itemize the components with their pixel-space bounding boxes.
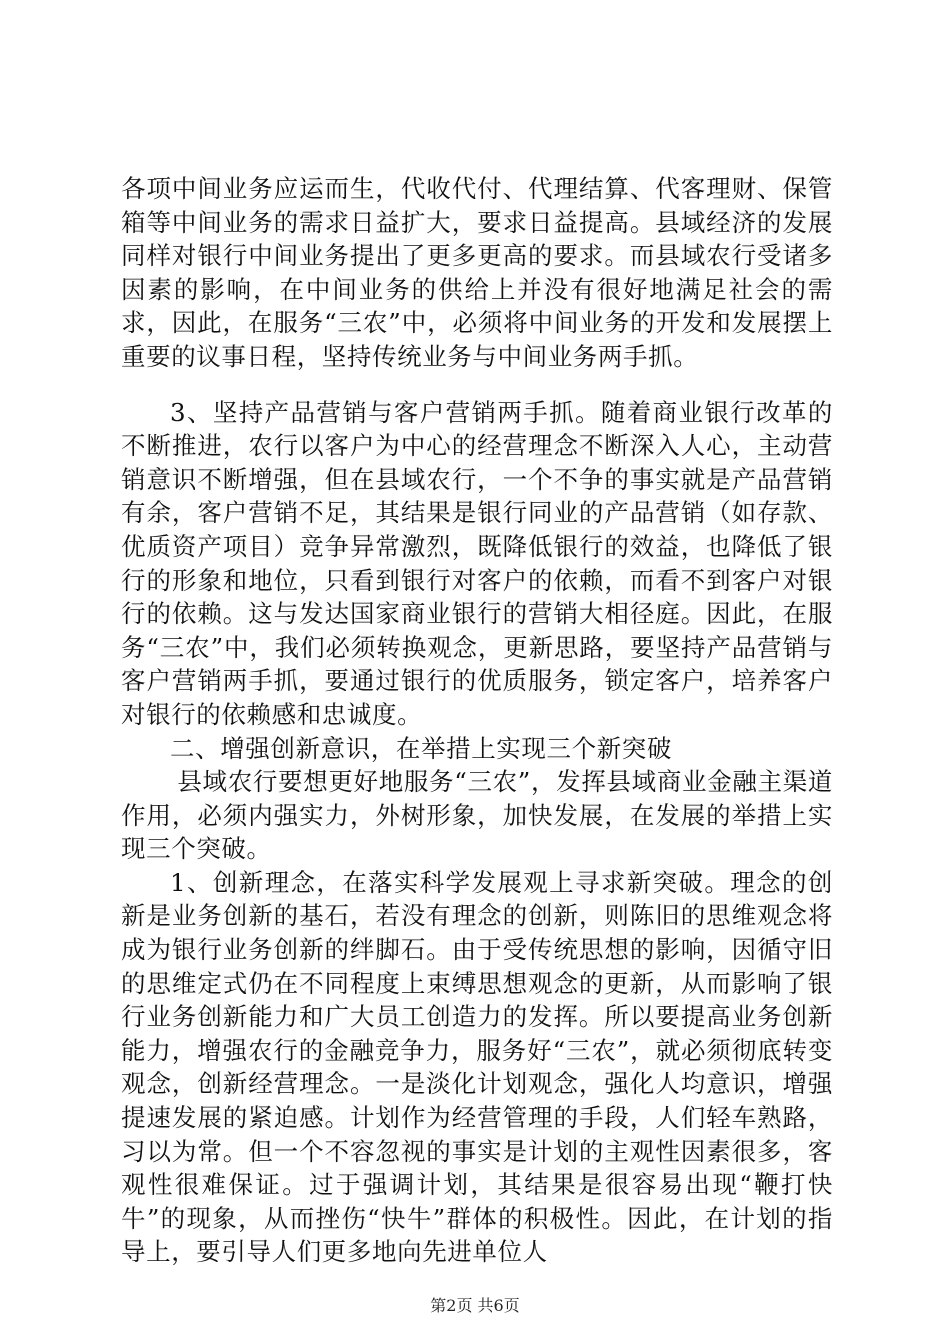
paragraph-product-customer-marketing: 3、坚持产品营销与客户营销两手抓。随着商业银行改革的不断推进，农行以客户为中心的经营理念不断深入人心，主动营销意识不断增强，但在县域农行，一个不争的事实就是产品营销有余，客户营销不足，其结果是银行同业的产品营销（如存款、优质资产项目）竞争异常激烈，既降低银行的效益，也降低了银行的形象和地位，只看到银行对客户的依赖，而看不到客户对银行的依赖。这与发达国家商业银行的营销大相径庭。因此，在服务“三农”中，我们必须转换观念，更新思路，要坚持产品营销与客户营销两手抓，要通过银行的优质服务，锁定客户，培养客户对银行的依赖感和忠诚度。 bbox=[121, 397, 833, 729]
paragraph-county-bank-service: 县域农行要想更好地服务“三农”，发挥县域商业金融主渠道作用，必须内强实力，外树形象，加快发展，在发展的举措上实现三个突破。 bbox=[121, 767, 833, 864]
paragraph-innovation-concept: 1、创新理念，在落实科学发展观上寻求新突破。理念的创新是业务创新的基石，若没有理念的创新，则陈旧的思维观念将成为银行业务创新的绊脚石。由于受传统思想的影响，因循守旧的思维定式仍在不同程度上束缚思想观念的更新，从而影响了银行业务创新能力和广大员工创造力的发挥。所以要提高业务创新能力，增强农行的金融竞争力，服务好“三农”，就必须彻底转变观念，创新经营理念。一是淡化计划观念，强化人均意识，增强提速发展的紧迫感。计划作为经营管理的手段，人们轻车熟路，习以为常。但一个不容忽视的事实是计划的主观性因素很多，客观性很难保证。过于强调计划，其结果是很容易出现“鞭打快牛”的现象，从而挫伤“快牛”群体的积极性。因此，在计划的指导上，要引导人们更多地向先进单位人 bbox=[121, 867, 833, 1267]
document-body bbox=[121, 172, 833, 1269]
page-number-footer: 第2页 共6页 bbox=[430, 1296, 520, 1315]
paragraph-intermediate-business: 各项中间业务应运而生，代收代付、代理结算、代客理财、保管箱等中间业务的需求日益扩大，要求日益提高。县域经济的发展同样对银行中间业务提出了更多更高的要求。而县域农行受诸多因素的影响，在中间业务的供给上并没有很好地满足社会的需求，因此，在服务“三农”中，必须将中间业务的开发和发展摆上重要的议事日程，坚持传统业务与中间业务两手抓。 bbox=[121, 174, 833, 371]
section-heading-innovation: 二、增强创新意识，在举措上实现三个新突破 bbox=[170, 733, 672, 763]
